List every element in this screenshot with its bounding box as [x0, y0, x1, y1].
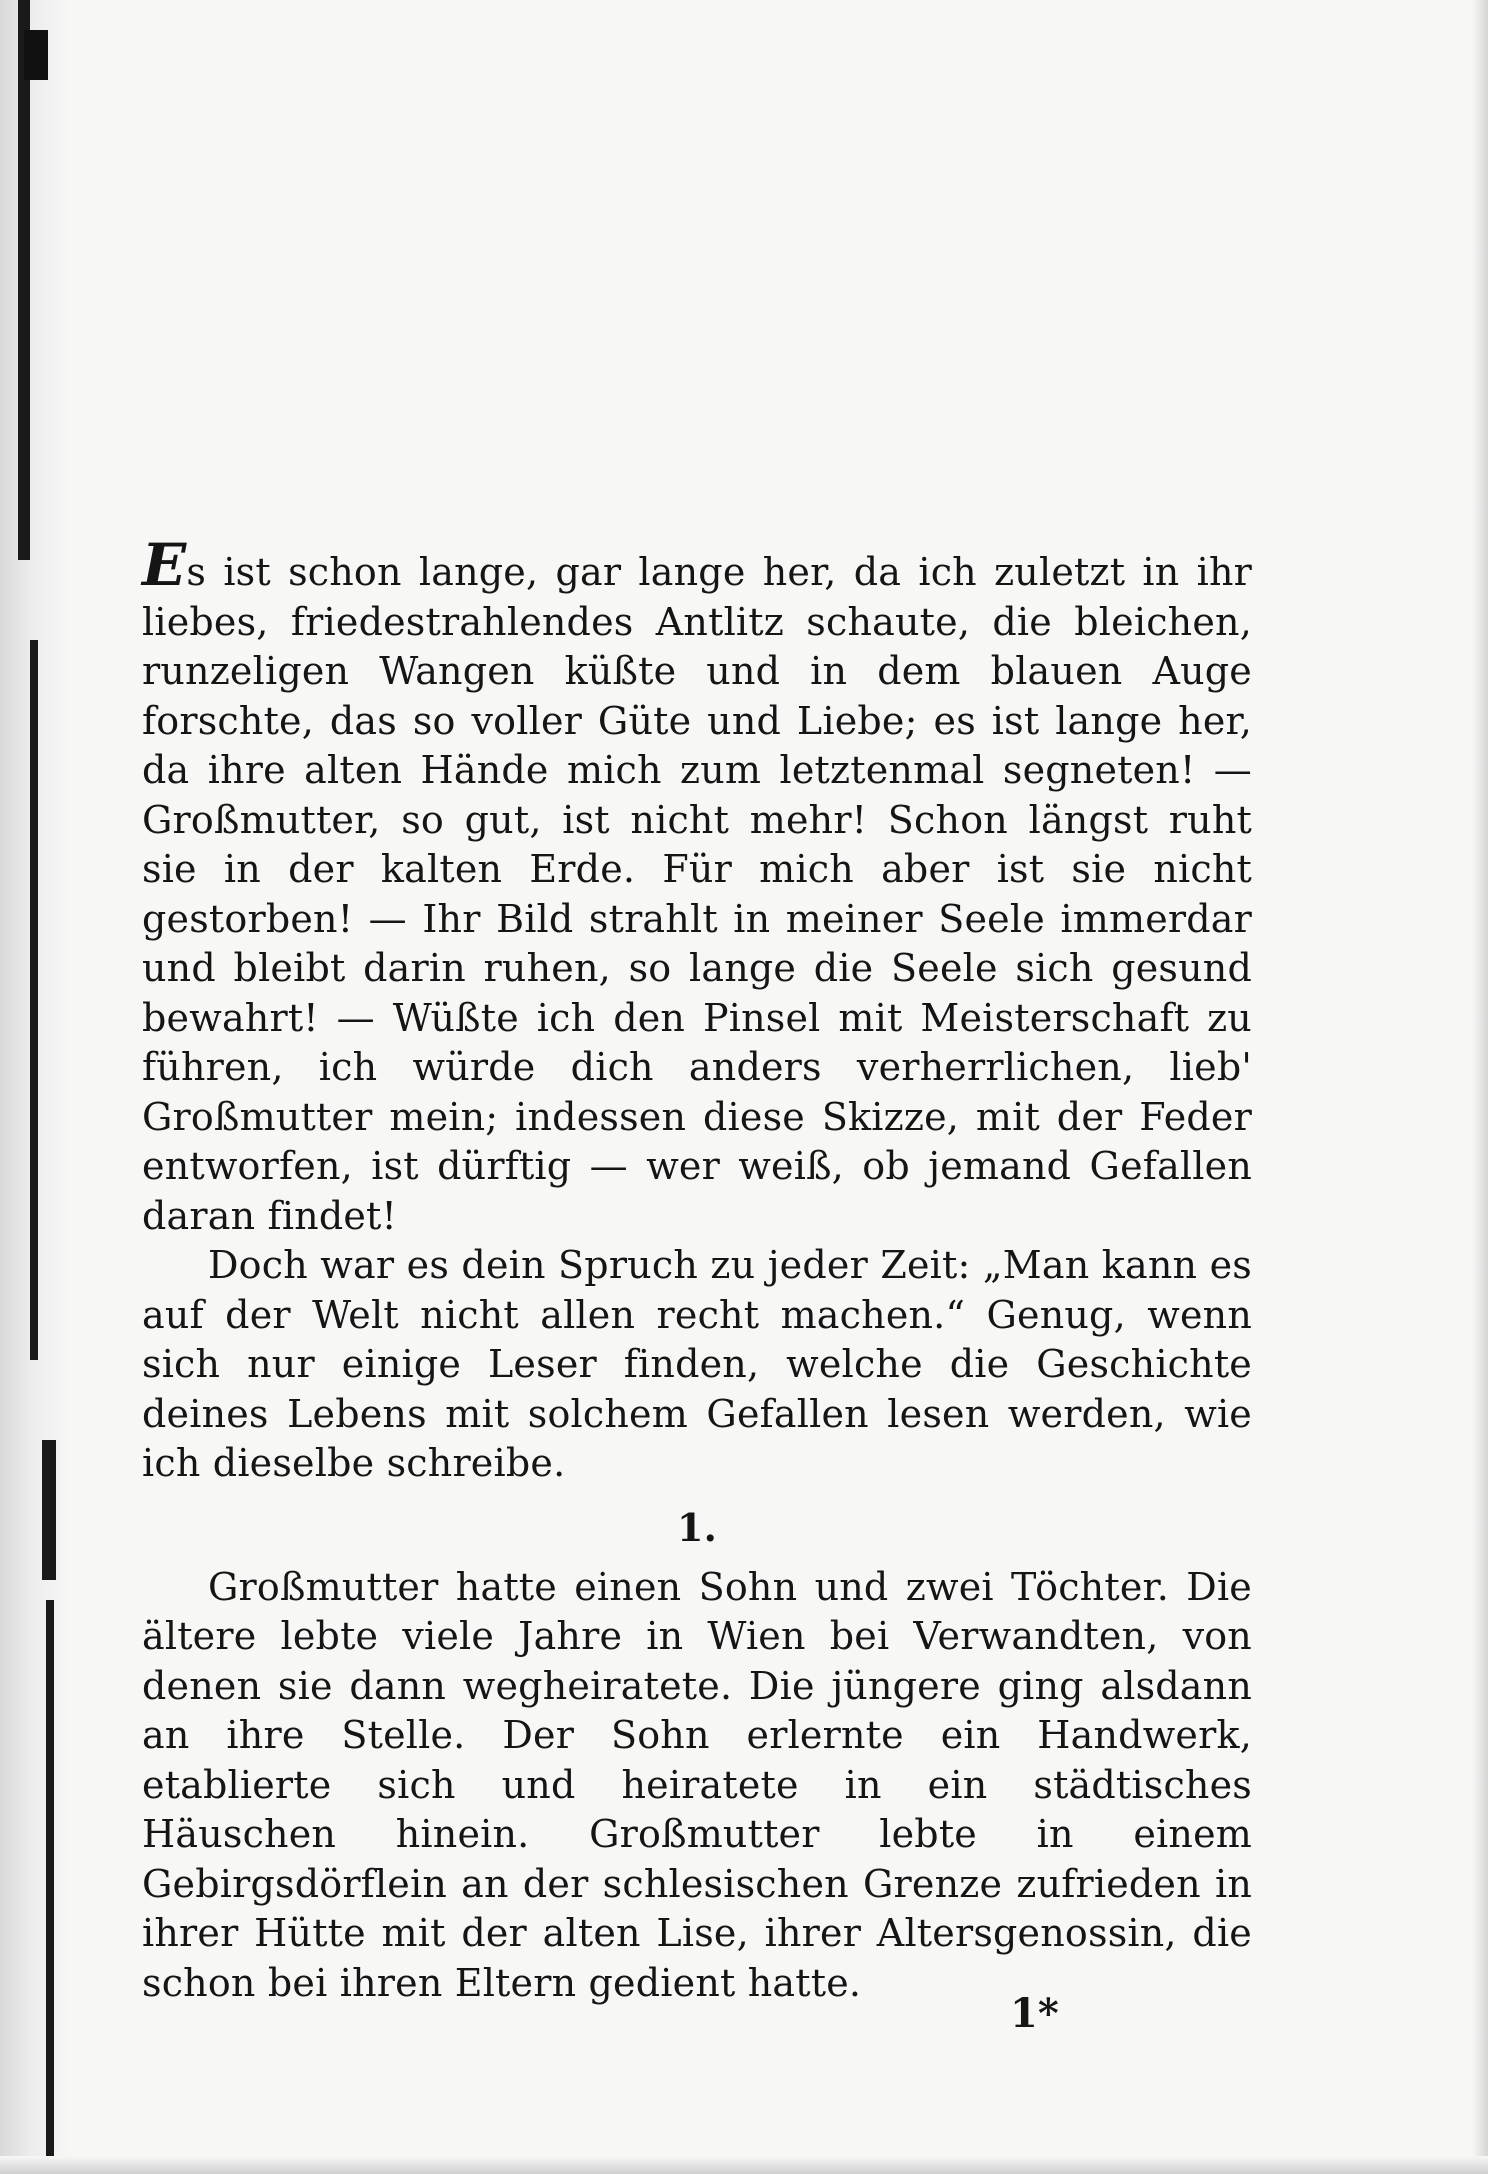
- drop-cap: E: [142, 531, 187, 599]
- intro-paragraph-2: Doch war es dein Spruch zu jeder Zeit: „Man kann es auf der Welt nicht allen recht machen.“ Genug, wenn sich nur einige Leser finden, welche die Geschichte deines Lebens mit solchem Gefallen lesen werden, wie ich dieselbe schreibe.: [142, 1243, 1252, 1485]
- printer-signature-mark: 1*: [1010, 1990, 1059, 2037]
- page-right-edge: [1472, 0, 1488, 2174]
- binding-mark: [24, 30, 48, 80]
- intro-paragraph: [142, 531, 1252, 1241]
- page-bottom-edge: [0, 2156, 1488, 2174]
- chapter-paragraph: Großmutter hatte einen Sohn und zwei Töchter. Die ältere lebte viele Jahre in Wien bei Verwandten, von denen sie dann wegheiratete. Die jüngere ging alsdann an ihre Stelle. Der Sohn erlernte ein Handwerk, etablierte sich und heiratete in ein städtisches Häuschen hinein. Großmutter lebte in einem Gebirgsdörflein an der schlesischen Grenze zufrieden in ihrer Hütte mit der alten Lise, ihrer Altersgenossin, die schon bei ihren Eltern gedient hatte.: [142, 1564, 1252, 2005]
- binding-mark: [30, 640, 38, 1360]
- binding-mark: [46, 1600, 54, 2160]
- body-text: [142, 531, 1252, 2008]
- binding-mark: [42, 1440, 56, 1580]
- chapter-number: 1.: [676, 1504, 718, 1550]
- binding-mark: [18, 0, 30, 560]
- intro-paragraph-text: s ist schon lange, gar lange her, da ich zuletzt in ihr liebes, friedestrahlendes Antlitz schaute, die bleichen, runzeligen Wangen küßte und in dem blauen Auge forschte, das so voller Güte und Liebe; es ist lange her, da ihre alten Hände mich zum letztenmal segneten! — Großmutter, so gut, ist nicht mehr! Schon längst ruht sie in der kalten Erde. Für mich aber ist sie nicht gestorben! — Ihr Bild strahlt in meiner Seele immerdar und bleibt darin ruhen, so lange die Seele sich gesund bewahrt! — Wüßte ich den Pinsel mit Meisterschaft zu führen, ich würde dich anders verherrlichen, lieb' Großmutter mein; indessen diese Skizze, mit der Feder entworfen, ist dürftig — wer weiß, ob jemand Gefallen daran findet!: [142, 550, 1252, 1238]
